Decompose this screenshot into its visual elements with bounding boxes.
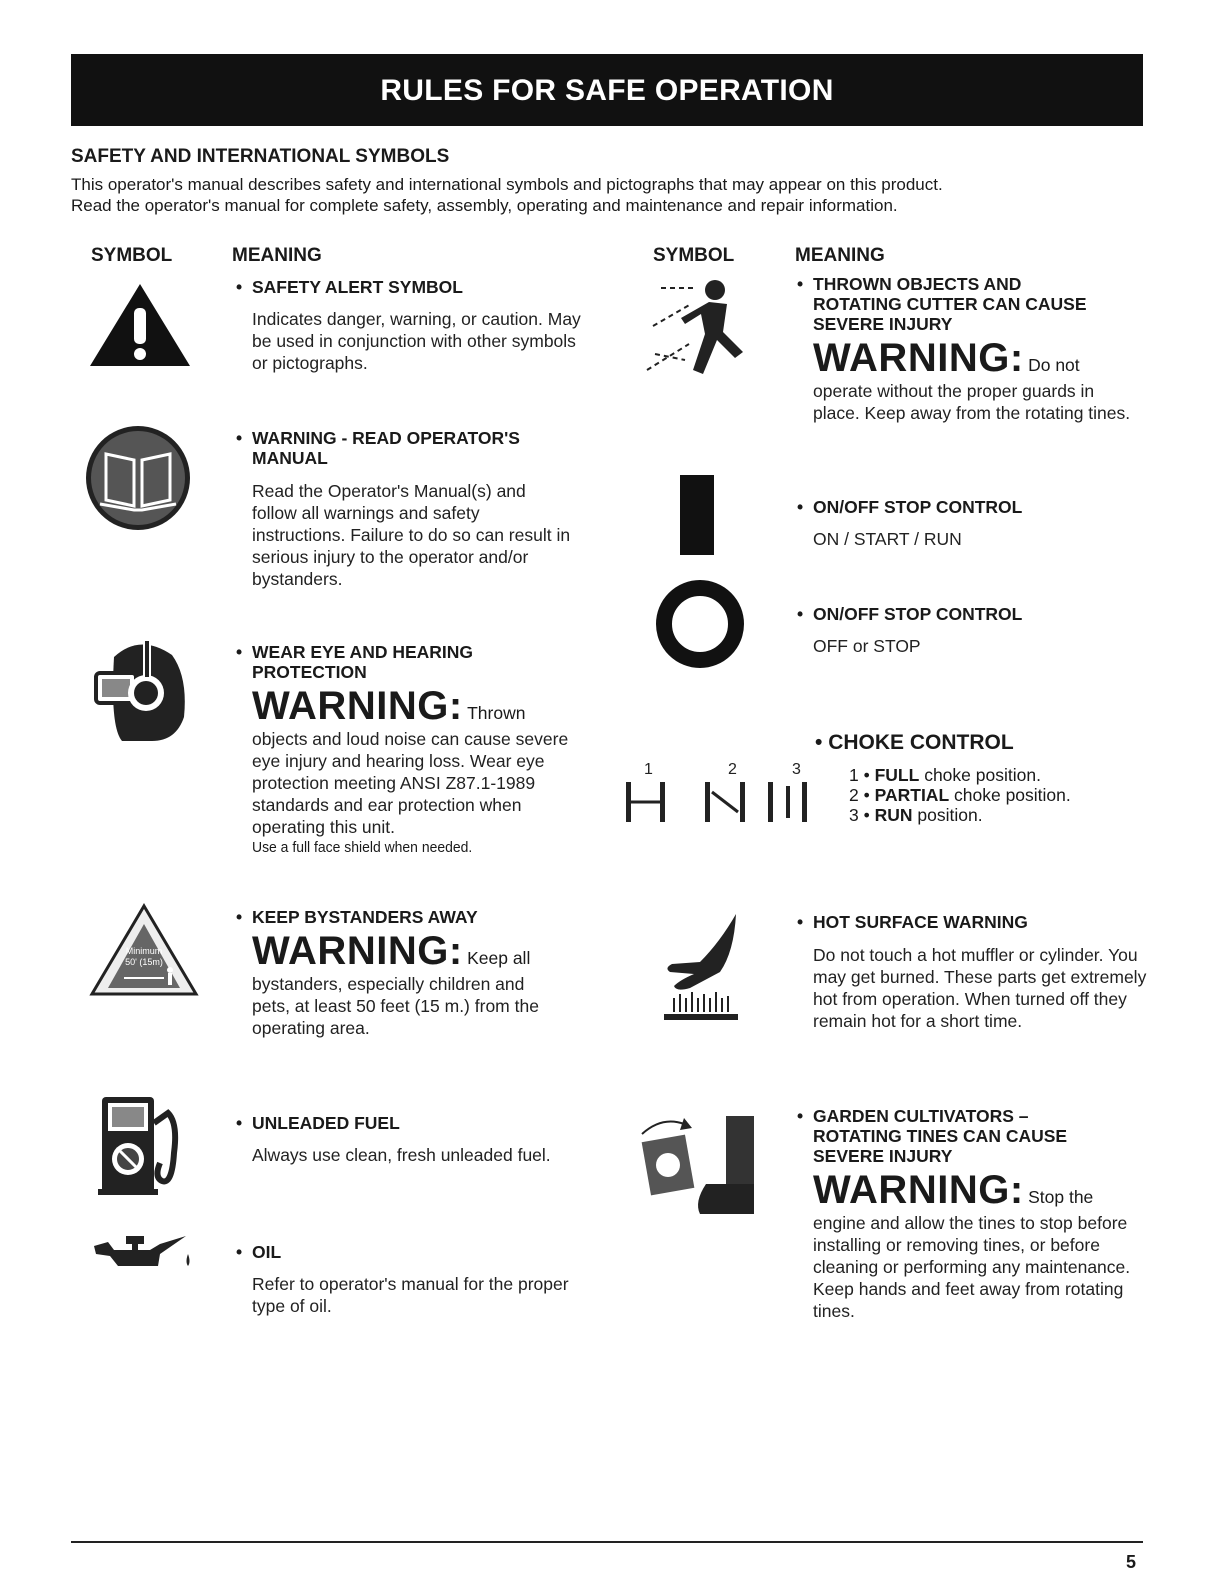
thrown-objects-entry <box>797 274 1157 424</box>
unleaded-body: Always use clean, fresh unleaded fuel. <box>252 1145 551 1165</box>
choke-title: • CHOKE CONTROL <box>815 731 1014 754</box>
choke-icon-label-1: 1 <box>644 761 653 778</box>
choke-item-full: 1 • FULL choke position. <box>849 765 1041 785</box>
garden-cultivator-body: engine and allow the tines to stop before installing or removing tines, or before cleaning or performing any maintenance. Keep hands and feet away from rotating tines. <box>813 1213 1131 1321</box>
unleaded-title: • UNLEADED FUEL <box>236 1113 400 1133</box>
read-manual-icon <box>84 424 192 532</box>
right-symbol-header: SYMBOL <box>653 245 735 266</box>
bystanders-title: • KEEP BYSTANDERS AWAY <box>236 907 478 927</box>
oil-can-icon <box>90 1232 194 1276</box>
on-control-body: ON / START / RUN <box>813 529 962 549</box>
oil-body: Refer to operator's manual for the proper type of oil. <box>252 1274 569 1316</box>
thrown-objects-body: operate without the proper guards in place. Keep away from the rotating tines. <box>813 381 1131 423</box>
thrown-objects-warning: WARNING: Do not <box>813 336 1080 380</box>
choke-icon-label-2: 2 <box>728 761 737 778</box>
eye-hearing-body: objects and loud noise can cause severe eye injury and hearing loss. Wear eye protection meeting ANSI Z87.1-1989 standards and ear protection when operating this unit. <box>252 729 569 837</box>
unleaded-entry <box>236 1113 616 1166</box>
rotating-tines-foot-icon <box>636 1114 762 1218</box>
on-symbol-icon <box>680 475 714 555</box>
thrown-objects-icon <box>645 274 757 382</box>
safety-alert-icon <box>88 282 192 368</box>
bystanders-entry <box>236 907 616 1039</box>
safety-alert-entry <box>236 277 596 374</box>
hot-surface-icon <box>660 912 742 1024</box>
off-control-title: • ON/OFF STOP CONTROL <box>797 604 1023 624</box>
thrown-objects-title: • THROWN OBJECTS AND ROTATING CUTTER CAN CAUSE SEVERE INJURY <box>797 274 1087 334</box>
warning-label: WARNING: <box>813 336 1024 380</box>
off-control-entry <box>797 604 1137 657</box>
bystander-icon-text-1: Minimum <box>125 946 163 956</box>
warning-label: WARNING: <box>813 1168 1024 1212</box>
keep-bystanders-away-icon <box>88 902 200 998</box>
hot-surface-entry <box>797 912 1157 1032</box>
unleaded-fuel-icon <box>98 1093 198 1197</box>
right-meaning-header: MEANING <box>795 245 885 266</box>
read-manual-body: Read the Operator's Manual(s) and follow all warnings and safety instructions. Failure to do so can result in serious injury to the operator and/or bystanders. <box>252 481 571 589</box>
bystanders-warning: WARNING: Keep all <box>252 929 531 973</box>
eye-hearing-title: • WEAR EYE AND HEARING PROTECTION <box>236 642 474 682</box>
choke-item-run: 3 • RUN position. <box>849 805 983 825</box>
garden-cultivator-warning: WARNING: Stop the <box>813 1168 1094 1212</box>
choke-item-partial: 2 • PARTIAL choke position. <box>849 785 1071 805</box>
footer-divider <box>71 1541 1143 1543</box>
eye-hearing-note: Use a full face shield when needed. <box>252 839 473 856</box>
eye-hearing-entry <box>236 642 616 858</box>
section-intro <box>71 174 1151 216</box>
garden-cultivator-title: • GARDEN CULTIVATORS – ROTATING TINES CAN CAUSE SEVERE INJURY <box>797 1106 1068 1166</box>
hot-surface-title: • HOT SURFACE WARNING <box>797 912 1028 932</box>
choke-entry <box>815 731 1155 825</box>
hot-surface-body: Do not touch a hot muffler or cylinder. You may get burned. These parts get extremely hot from operation. When turned off they remain hot for a short time. <box>813 945 1147 1031</box>
warning-label: WARNING: <box>252 929 463 973</box>
choke-list <box>815 765 1155 825</box>
off-control-body: OFF or STOP <box>813 636 921 656</box>
eye-hearing-warning: WARNING: Thrown <box>252 684 526 728</box>
choke-control-icon <box>620 758 820 828</box>
section-title: SAFETY AND INTERNATIONAL SYMBOLS <box>71 146 450 167</box>
safety-alert-body: Indicates danger, warning, or caution. May be used in conjunction with other symbols or pictographs. <box>252 309 581 373</box>
left-meaning-header: MEANING <box>232 245 322 266</box>
oil-entry <box>236 1242 616 1317</box>
page-number: 5 <box>1126 1552 1137 1572</box>
choke-icon-label-3: 3 <box>792 761 801 778</box>
oil-title: • OIL <box>236 1242 282 1262</box>
intro-line-1: This operator's manual describes safety and international symbols and pictographs that may appear on this product. <box>71 175 943 194</box>
read-manual-title: • WARNING - READ OPERATOR'S MANUAL <box>236 428 520 468</box>
left-symbol-header: SYMBOL <box>91 245 173 266</box>
on-control-title: • ON/OFF STOP CONTROL <box>797 497 1023 517</box>
garden-cultivator-entry <box>797 1106 1157 1322</box>
eye-hearing-protection-icon <box>92 637 188 745</box>
on-control-entry <box>797 497 1137 550</box>
off-symbol-icon <box>656 580 744 668</box>
warning-label: WARNING: <box>252 684 463 728</box>
bystanders-body: bystanders, especially children and pets, at least 50 feet (15 m.) from the operating area. <box>252 974 539 1038</box>
page-banner-title: RULES FOR SAFE OPERATION <box>71 54 1143 126</box>
intro-line-2: Read the operator's manual for complete safety, assembly, operating and maintenance and repair information. <box>71 196 898 215</box>
read-manual-entry <box>236 428 596 590</box>
safety-alert-title: • SAFETY ALERT SYMBOL <box>236 277 463 297</box>
bystander-icon-text-2: 50' (15m) <box>125 957 163 967</box>
